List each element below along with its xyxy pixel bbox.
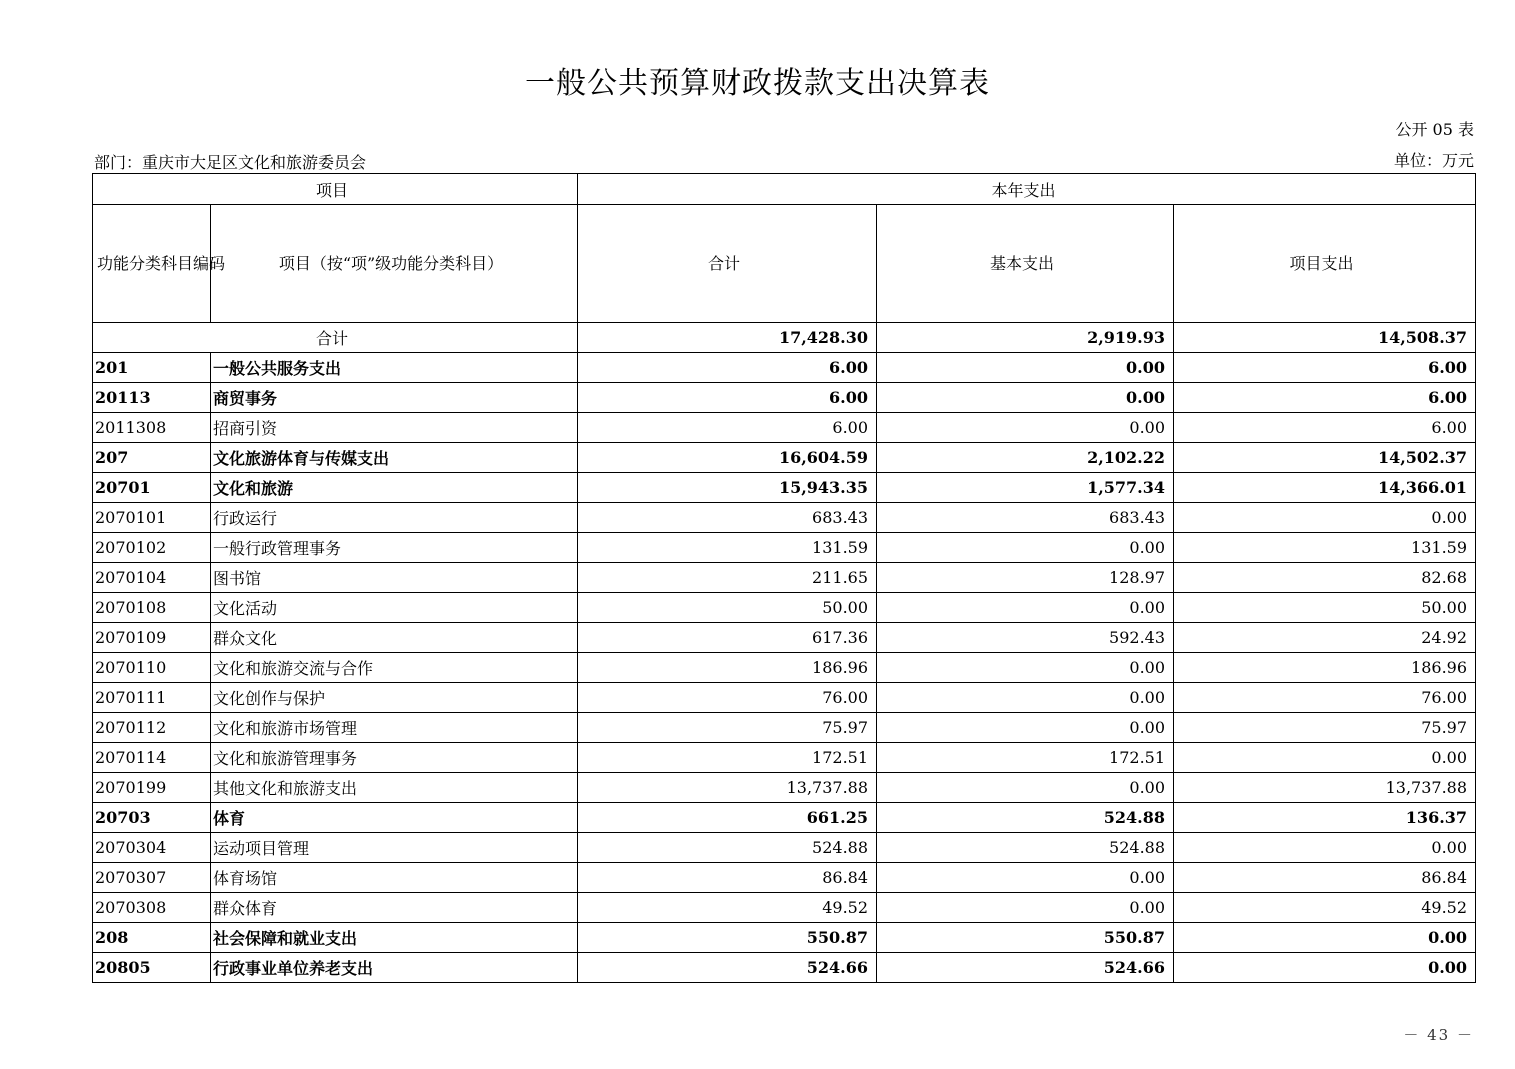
- cell-basic: 524.88: [877, 803, 1174, 833]
- cell-name: 群众体育: [211, 893, 578, 923]
- cell-code: 208: [93, 923, 211, 953]
- table-row: [93, 773, 1476, 803]
- table-number: 公开 05 表: [1395, 120, 1474, 139]
- cell-code: 2070307: [93, 863, 211, 893]
- table-row: [93, 923, 1476, 953]
- cell-name: 文化和旅游市场管理: [211, 713, 578, 743]
- cell-basic: 0.00: [877, 863, 1174, 893]
- cell-project: 13,737.88: [1174, 773, 1476, 803]
- cell-basic: 0.00: [877, 653, 1174, 683]
- cell-name: 体育场馆: [211, 863, 578, 893]
- cell-name: 文化创作与保护: [211, 683, 578, 713]
- table-row: [93, 743, 1476, 773]
- cell-code: 2070199: [93, 773, 211, 803]
- cell-project: 0.00: [1174, 503, 1476, 533]
- cell-total: 524.66: [578, 953, 877, 983]
- cell-total: 550.87: [578, 923, 877, 953]
- cell-name: 体育: [211, 803, 578, 833]
- cell-basic: 2,102.22: [877, 443, 1174, 473]
- cell-name: 商贸事务: [211, 383, 578, 413]
- total-basic: 2,919.93: [877, 323, 1174, 353]
- cell-total: 75.97: [578, 713, 877, 743]
- cell-basic: 0.00: [877, 713, 1174, 743]
- cell-project: 0.00: [1174, 923, 1476, 953]
- cell-project: 0.00: [1174, 953, 1476, 983]
- table-row: [93, 683, 1476, 713]
- header-total: 合计: [578, 205, 877, 323]
- cell-project: 75.97: [1174, 713, 1476, 743]
- cell-project: 14,366.01: [1174, 473, 1476, 503]
- table-row: [93, 563, 1476, 593]
- cell-project: 82.68: [1174, 563, 1476, 593]
- cell-code: 201: [93, 353, 211, 383]
- header-basic: 基本支出: [877, 205, 1174, 323]
- cell-name: 文化和旅游交流与合作: [211, 653, 578, 683]
- cell-code: 20703: [93, 803, 211, 833]
- cell-code: 2070110: [93, 653, 211, 683]
- cell-total: 211.65: [578, 563, 877, 593]
- header-item: 项目（按“项”级功能分类科目）: [211, 205, 578, 323]
- cell-project: 131.59: [1174, 533, 1476, 563]
- cell-project: 0.00: [1174, 833, 1476, 863]
- cell-code: 2070104: [93, 563, 211, 593]
- table-row: [93, 503, 1476, 533]
- table-row: [93, 863, 1476, 893]
- cell-name: 一般公共服务支出: [211, 353, 578, 383]
- table-row: [93, 413, 1476, 443]
- cell-project: 49.52: [1174, 893, 1476, 923]
- cell-code: 2070102: [93, 533, 211, 563]
- cell-total: 524.88: [578, 833, 877, 863]
- cell-total: 617.36: [578, 623, 877, 653]
- cell-basic: 0.00: [877, 773, 1174, 803]
- cell-name: 文化活动: [211, 593, 578, 623]
- cell-basic: 0.00: [877, 413, 1174, 443]
- cell-code: 2070111: [93, 683, 211, 713]
- cell-basic: 524.88: [877, 833, 1174, 863]
- cell-basic: 0.00: [877, 593, 1174, 623]
- cell-code: 20805: [93, 953, 211, 983]
- cell-code: 2070112: [93, 713, 211, 743]
- cell-basic: 0.00: [877, 893, 1174, 923]
- page-number: － 43 －: [1403, 1026, 1474, 1044]
- cell-code: 2011308: [93, 413, 211, 443]
- cell-code: 2070109: [93, 623, 211, 653]
- cell-basic: 0.00: [877, 683, 1174, 713]
- table-row: [93, 443, 1476, 473]
- table-row: [93, 353, 1476, 383]
- cell-basic: 1,577.34: [877, 473, 1174, 503]
- total-project: 14,508.37: [1174, 323, 1476, 353]
- cell-total: 6.00: [578, 413, 877, 443]
- table-row: [93, 833, 1476, 863]
- cell-code: 2070114: [93, 743, 211, 773]
- cell-total: 86.84: [578, 863, 877, 893]
- cell-name: 其他文化和旅游支出: [211, 773, 578, 803]
- table-row: [93, 653, 1476, 683]
- cell-basic: 0.00: [877, 383, 1174, 413]
- cell-name: 行政事业单位养老支出: [211, 953, 578, 983]
- cell-name: 社会保障和就业支出: [211, 923, 578, 953]
- cell-code: 207: [93, 443, 211, 473]
- cell-name: 文化和旅游管理事务: [211, 743, 578, 773]
- cell-total: 13,737.88: [578, 773, 877, 803]
- table-row: [93, 893, 1476, 923]
- cell-name: 文化旅游体育与传媒支出: [211, 443, 578, 473]
- total-value: 17,428.30: [578, 323, 877, 353]
- header-current-year: 本年支出: [578, 174, 1476, 205]
- cell-code: 2070108: [93, 593, 211, 623]
- cell-total: 50.00: [578, 593, 877, 623]
- cell-name: 一般行政管理事务: [211, 533, 578, 563]
- cell-basic: 550.87: [877, 923, 1174, 953]
- cell-total: 16,604.59: [578, 443, 877, 473]
- table-row: [93, 953, 1476, 983]
- cell-project: 0.00: [1174, 743, 1476, 773]
- cell-total: 15,943.35: [578, 473, 877, 503]
- unit-label: 单位：万元: [1393, 151, 1474, 170]
- cell-total: 6.00: [578, 353, 877, 383]
- cell-basic: 0.00: [877, 353, 1174, 383]
- cell-project: 6.00: [1174, 413, 1476, 443]
- cell-total: 186.96: [578, 653, 877, 683]
- cell-project: 6.00: [1174, 383, 1476, 413]
- cell-project: 6.00: [1174, 353, 1476, 383]
- table-row: [93, 713, 1476, 743]
- table-row: [93, 803, 1476, 833]
- cell-total: 661.25: [578, 803, 877, 833]
- cell-name: 行政运行: [211, 503, 578, 533]
- cell-basic: 524.66: [877, 953, 1174, 983]
- cell-basic: 128.97: [877, 563, 1174, 593]
- cell-total: 6.00: [578, 383, 877, 413]
- table-row: [93, 623, 1476, 653]
- cell-total: 76.00: [578, 683, 877, 713]
- cell-project: 86.84: [1174, 863, 1476, 893]
- cell-basic: 592.43: [877, 623, 1174, 653]
- cell-code: 20113: [93, 383, 211, 413]
- cell-basic: 0.00: [877, 533, 1174, 563]
- table-row: [93, 473, 1476, 503]
- cell-total: 49.52: [578, 893, 877, 923]
- table-row: [93, 593, 1476, 623]
- cell-project: 50.00: [1174, 593, 1476, 623]
- total-label: 合计: [93, 323, 578, 353]
- header-project: 项目: [93, 174, 578, 205]
- cell-total: 172.51: [578, 743, 877, 773]
- cell-project: 24.92: [1174, 623, 1476, 653]
- department-label: 部门：重庆市大足区文化和旅游委员会: [94, 153, 367, 172]
- cell-project: 136.37: [1174, 803, 1476, 833]
- cell-total: 683.43: [578, 503, 877, 533]
- cell-project: 76.00: [1174, 683, 1476, 713]
- cell-project: 186.96: [1174, 653, 1476, 683]
- cell-total: 131.59: [578, 533, 877, 563]
- cell-code: 2070304: [93, 833, 211, 863]
- cell-basic: 683.43: [877, 503, 1174, 533]
- cell-basic: 172.51: [877, 743, 1174, 773]
- table-row: [93, 383, 1476, 413]
- cell-project: 14,502.37: [1174, 443, 1476, 473]
- cell-name: 群众文化: [211, 623, 578, 653]
- header-project-expense: 项目支出: [1174, 205, 1476, 323]
- page-title: 一般公共预算财政拨款支出决算表: [525, 66, 990, 101]
- header-code: 功能分类科目编码: [93, 205, 211, 323]
- table-row: [93, 533, 1476, 563]
- cell-name: 招商引资: [211, 413, 578, 443]
- cell-name: 运动项目管理: [211, 833, 578, 863]
- cell-name: 文化和旅游: [211, 473, 578, 503]
- budget-table: [92, 173, 1476, 983]
- cell-name: 图书馆: [211, 563, 578, 593]
- cell-code: 20701: [93, 473, 211, 503]
- cell-code: 2070308: [93, 893, 211, 923]
- total-row: [93, 323, 1476, 353]
- cell-code: 2070101: [93, 503, 211, 533]
